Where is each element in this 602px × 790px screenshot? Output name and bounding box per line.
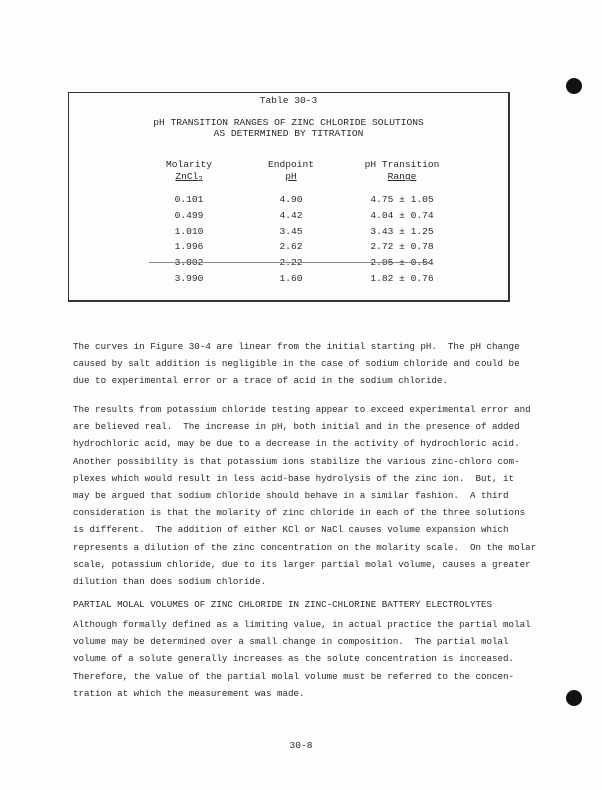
cell-range: 2.05 ± 0.54 xyxy=(370,257,434,268)
table-title-line2: AS DETERMINED BY TITRATION xyxy=(213,128,364,139)
cell-molarity: 1.010 xyxy=(174,226,204,237)
table-label: Table 30-3 xyxy=(259,95,318,106)
header-endpoint-line1: Endpoint xyxy=(267,159,315,170)
punch-hole-bottom xyxy=(566,690,582,706)
cell-molarity: 0.499 xyxy=(174,210,204,221)
paragraph-2: The results from potassium chloride testing appear to exceed experimental error and are believed real. The increase in pH, both initial and in the presence of added hydrochloric acid, may be due to a decrease in the activity of hydrochloric acid. Another possibility is that potassium ions stabilize the various zinc-chloro com- plexes which would result in less acid-base hydrolysis of the zinc ion. But, it may be argued that sodium chloride should behave in a similar fashion. A third consideration is that the molarity of zinc chloride in each of the three solutions is different. The addition of either KCl or NaCl causes volume expansion which represents a dilution of the zinc concentration on the molarity scale. On the molar scale, potassium chloride, due to its larger partial molal volume, causes a greater dilution than does sodium chloride. xyxy=(73,404,537,588)
paragraph-3: Although formally defined as a limiting value, in actual practice the partial molal volume may be determined over a small change in composition. The partial molal volume of a solute generally increases as the solute concentration is increased. Therefore, the value of the partial molal volume must be referred to the concen- tration at which the measurement was made. xyxy=(73,619,531,699)
cell-endpoint: 1.60 xyxy=(279,273,303,284)
table-30-3 xyxy=(68,92,510,302)
section-heading: PARTIAL MOLAL VOLUMES OF ZINC CHLORIDE IN ZINC-CHLORINE BATTERY ELECTROLYTES xyxy=(73,599,493,610)
paragraph-1: The curves in Figure 30-4 are linear from the initial starting pH. The pH change caused by salt addition is negligible in the case of sodium chloride and could be due to experimental error or a trace of acid in the sodium chloride. xyxy=(73,341,520,387)
row-strike-line xyxy=(149,262,429,263)
cell-endpoint: 4.90 xyxy=(279,194,303,205)
header-range-line2: Range xyxy=(387,171,417,182)
header-range xyxy=(339,159,465,183)
header-endpoint xyxy=(241,159,341,183)
cell-endpoint: 2.62 xyxy=(279,241,303,252)
cell-endpoint: 4.42 xyxy=(279,210,303,221)
cell-endpoint: 2.22 xyxy=(279,257,303,268)
cell-range: 4.75 ± 1.05 xyxy=(370,194,434,205)
cell-range: 4.04 ± 0.74 xyxy=(370,210,434,221)
cell-range: 3.43 ± 1.25 xyxy=(370,226,434,237)
cell-molarity: 0.101 xyxy=(174,194,204,205)
header-molarity xyxy=(139,159,239,186)
table-title-line1: pH TRANSITION RANGES OF ZINC CHLORIDE SOLUTIONS xyxy=(153,117,424,128)
header-molarity-line2: ZnCl$_2$ xyxy=(175,171,203,184)
cell-range: 1.82 ± 0.76 xyxy=(370,273,434,284)
page-number: 30-8 xyxy=(289,740,313,751)
cell-range: 2.72 ± 0.78 xyxy=(370,241,434,252)
cell-endpoint: 3.45 xyxy=(279,226,303,237)
cell-molarity: 3.002 xyxy=(174,257,204,268)
header-molarity-line1: Molarity xyxy=(165,159,213,170)
cell-molarity: 1.996 xyxy=(174,241,204,252)
header-range-line1: pH Transition xyxy=(364,159,440,170)
punch-hole-top xyxy=(566,78,582,94)
cell-molarity: 3.990 xyxy=(174,273,204,284)
header-endpoint-line2: pH xyxy=(285,171,297,182)
